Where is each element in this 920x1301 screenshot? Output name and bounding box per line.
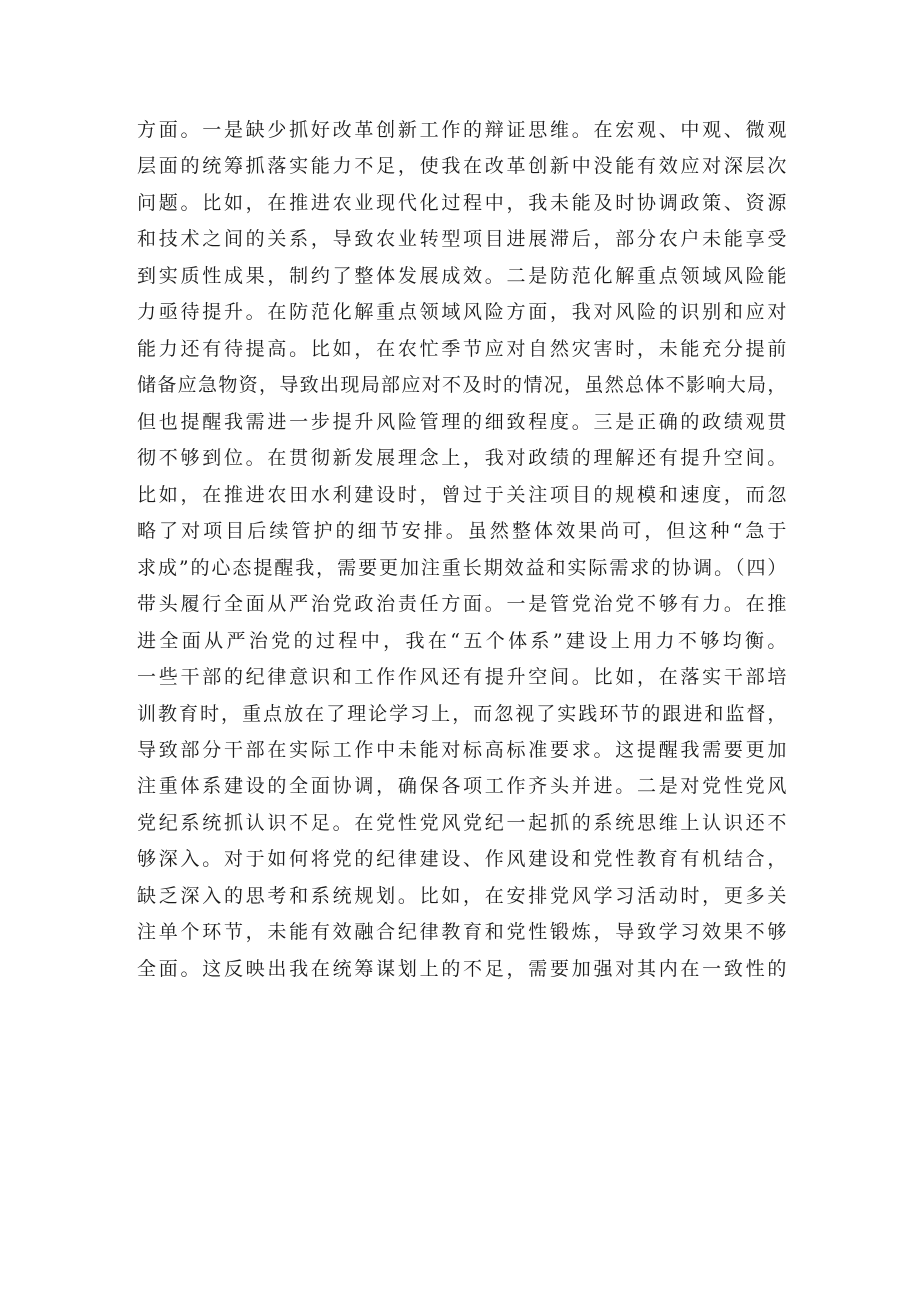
text-line: 够深入。对于如何将党的纪律建设、作风建设和党性教育有机结合，	[137, 848, 787, 871]
text-line: 全面。这反映出我在统筹谋划上的不足，需要加强对其内在一致性的	[137, 957, 787, 980]
text-line: 缺乏深入的思考和系统规划。比如，在安排党风学习活动时，更多关	[137, 884, 787, 907]
text-line: 力亟待提升。在防范化解重点领域风险方面，我对风险的识别和应对	[137, 301, 787, 324]
text-line: 训教育时，重点放在了理论学习上，而忽视了实践环节的跟进和监督，	[137, 702, 787, 725]
text-line: 一些干部的纪律意识和工作作风还有提升空间。比如，在落实干部培	[137, 666, 787, 689]
text-line: 问题。比如，在推进农业现代化过程中，我未能及时协调政策、资源	[137, 191, 787, 214]
text-line: 注重体系建设的全面协调，确保各项工作齐头并进。二是对党性党风	[137, 775, 787, 798]
text-line: 能力还有待提高。比如，在农忙季节应对自然灾害时，未能充分提前	[137, 337, 787, 360]
body-paragraph	[137, 112, 787, 987]
text-line: 彻不够到位。在贯彻新发展理念上，我对政绩的理解还有提升空间。	[137, 447, 787, 470]
text-line: 但也提醒我需进一步提升风险管理的细致程度。三是正确的政绩观贯	[137, 410, 787, 433]
text-line: 层面的统筹抓落实能力不足，使我在改革创新中没能有效应对深层次	[137, 155, 787, 178]
text-line: 注单个环节，未能有效融合纪律教育和党性锻炼，导致学习效果不够	[137, 921, 787, 944]
text-line: 略了对项目后续管护的细节安排。虽然整体效果尚可，但这种“急于	[137, 520, 787, 543]
text-line: 到实质性成果，制约了整体发展成效。二是防范化解重点领域风险能	[137, 264, 787, 287]
text-line: 和技术之间的关系，导致农业转型项目进展滞后，部分农户未能享受	[137, 228, 787, 251]
text-line: 进全面从严治党的过程中，我在“五个体系”建设上用力不够均衡。	[137, 629, 787, 652]
text-line: 比如，在推进农田水利建设时，曾过于关注项目的规模和速度，而忽	[137, 483, 787, 506]
text-line: 带头履行全面从严治党政治责任方面。一是管党治党不够有力。在推	[137, 593, 787, 616]
text-line: 求成”的心态提醒我，需要更加注重长期效益和实际需求的协调。（四）	[137, 556, 787, 579]
text-line: 党纪系统抓认识不足。在党性党风党纪一起抓的系统思维上认识还不	[137, 811, 787, 834]
text-line: 导致部分干部在实际工作中未能对标高标准要求。这提醒我需要更加	[137, 738, 787, 761]
text-line: 方面。一是缺少抓好改革创新工作的辩证思维。在宏观、中观、微观	[137, 119, 787, 141]
text-line: 储备应急物资，导致出现局部应对不及时的情况，虽然总体不影响大局，	[137, 374, 787, 397]
